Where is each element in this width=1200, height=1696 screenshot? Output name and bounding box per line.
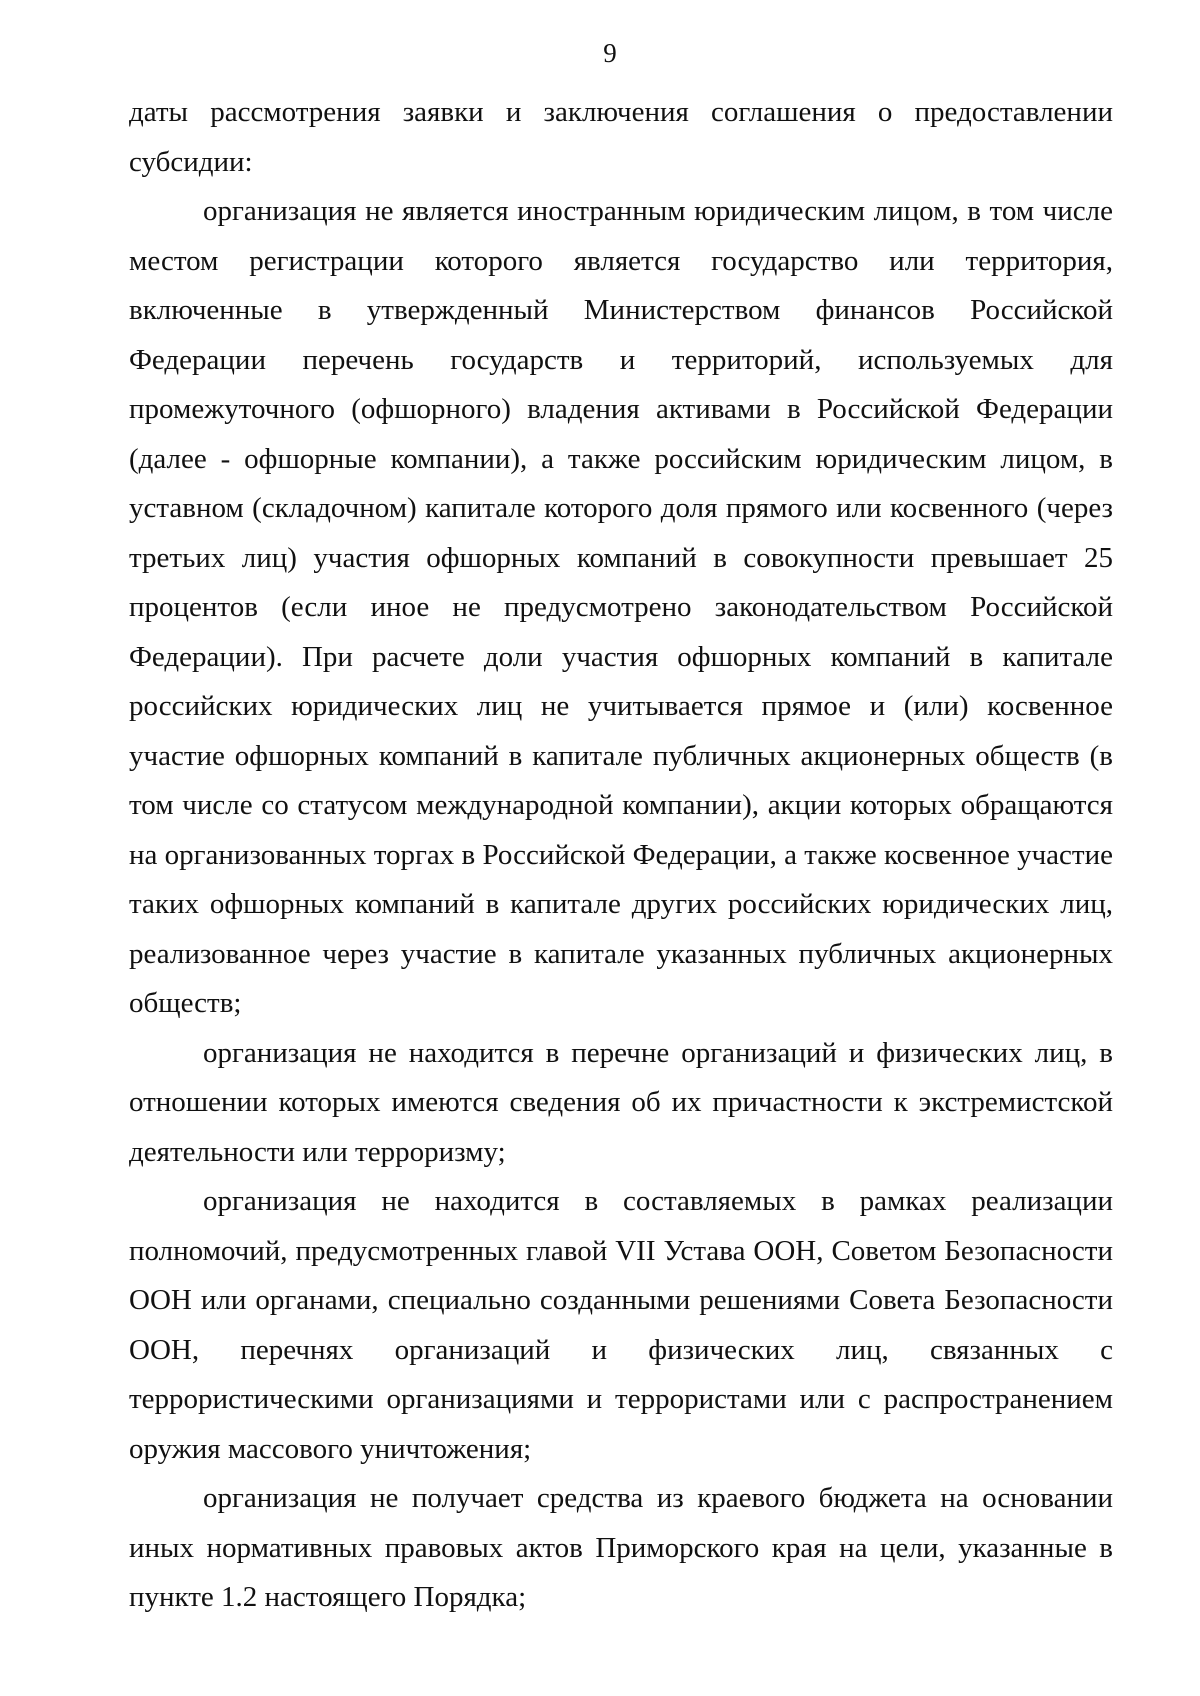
document-body bbox=[129, 88, 1113, 1623]
paragraph-continuation: даты рассмотрения заявки и заключения соглашения о предоставлении субсидии: bbox=[129, 96, 1113, 178]
paragraph-extremism-condition: организация не находится в перечне организаций и физических лиц, в отношении которых имеются сведения об их причастности к экстремистской деятельности или терроризму; bbox=[129, 1036, 1113, 1168]
paragraph-offshore-condition: организация не является иностранным юридическим лицом, в том числе местом регистрации которого является государство или территория, включенные в утвержденный Министерством финансов Российской Федерации перечень государств и территорий, используемых для промежуточного (офшорного) владения активами в Российской Федерации (далее - офшорные компании), а также российским юридическим лицом, в уставном (складочном) капитале которого доля прямого или косвенного (через третьих лиц) участия офшорных компаний в совокупности превышает 25 процентов (если иное не предусмотрено законодательством Российской Федерации). При расчете доли участия офшорных компаний в капитале российских юридических лиц не учитывается прямое и (или) косвенное участие офшорных компаний в капитале публичных акционерных обществ (в том числе со статусом международной компании), акции которых обращаются на организованных торгах в Российской Федерации, а также косвенное участие таких офшорных компаний в капитале других российских юридических лиц, реализованное через участие в капитале указанных публичных акционерных обществ; bbox=[129, 195, 1113, 1019]
paragraph-un-lists-condition: организация не находится в составляемых в рамках реализации полномочий, предусмотренных главой VII Устава ООН, Советом Безопасности ООН или органами, специально созданными решениями Совета Безопасности ООН, перечнях организаций и физических лиц, связанных с террористическими организациями и террористами или с распространением оружия массового уничтожения; bbox=[129, 1185, 1113, 1465]
paragraph-budget-condition: организация не получает средства из краевого бюджета на основании иных нормативных правовых актов Приморского края на цели, указанные в пункте 1.2 настоящего Порядка; bbox=[129, 1482, 1113, 1613]
page-number: 9 bbox=[603, 38, 617, 68]
